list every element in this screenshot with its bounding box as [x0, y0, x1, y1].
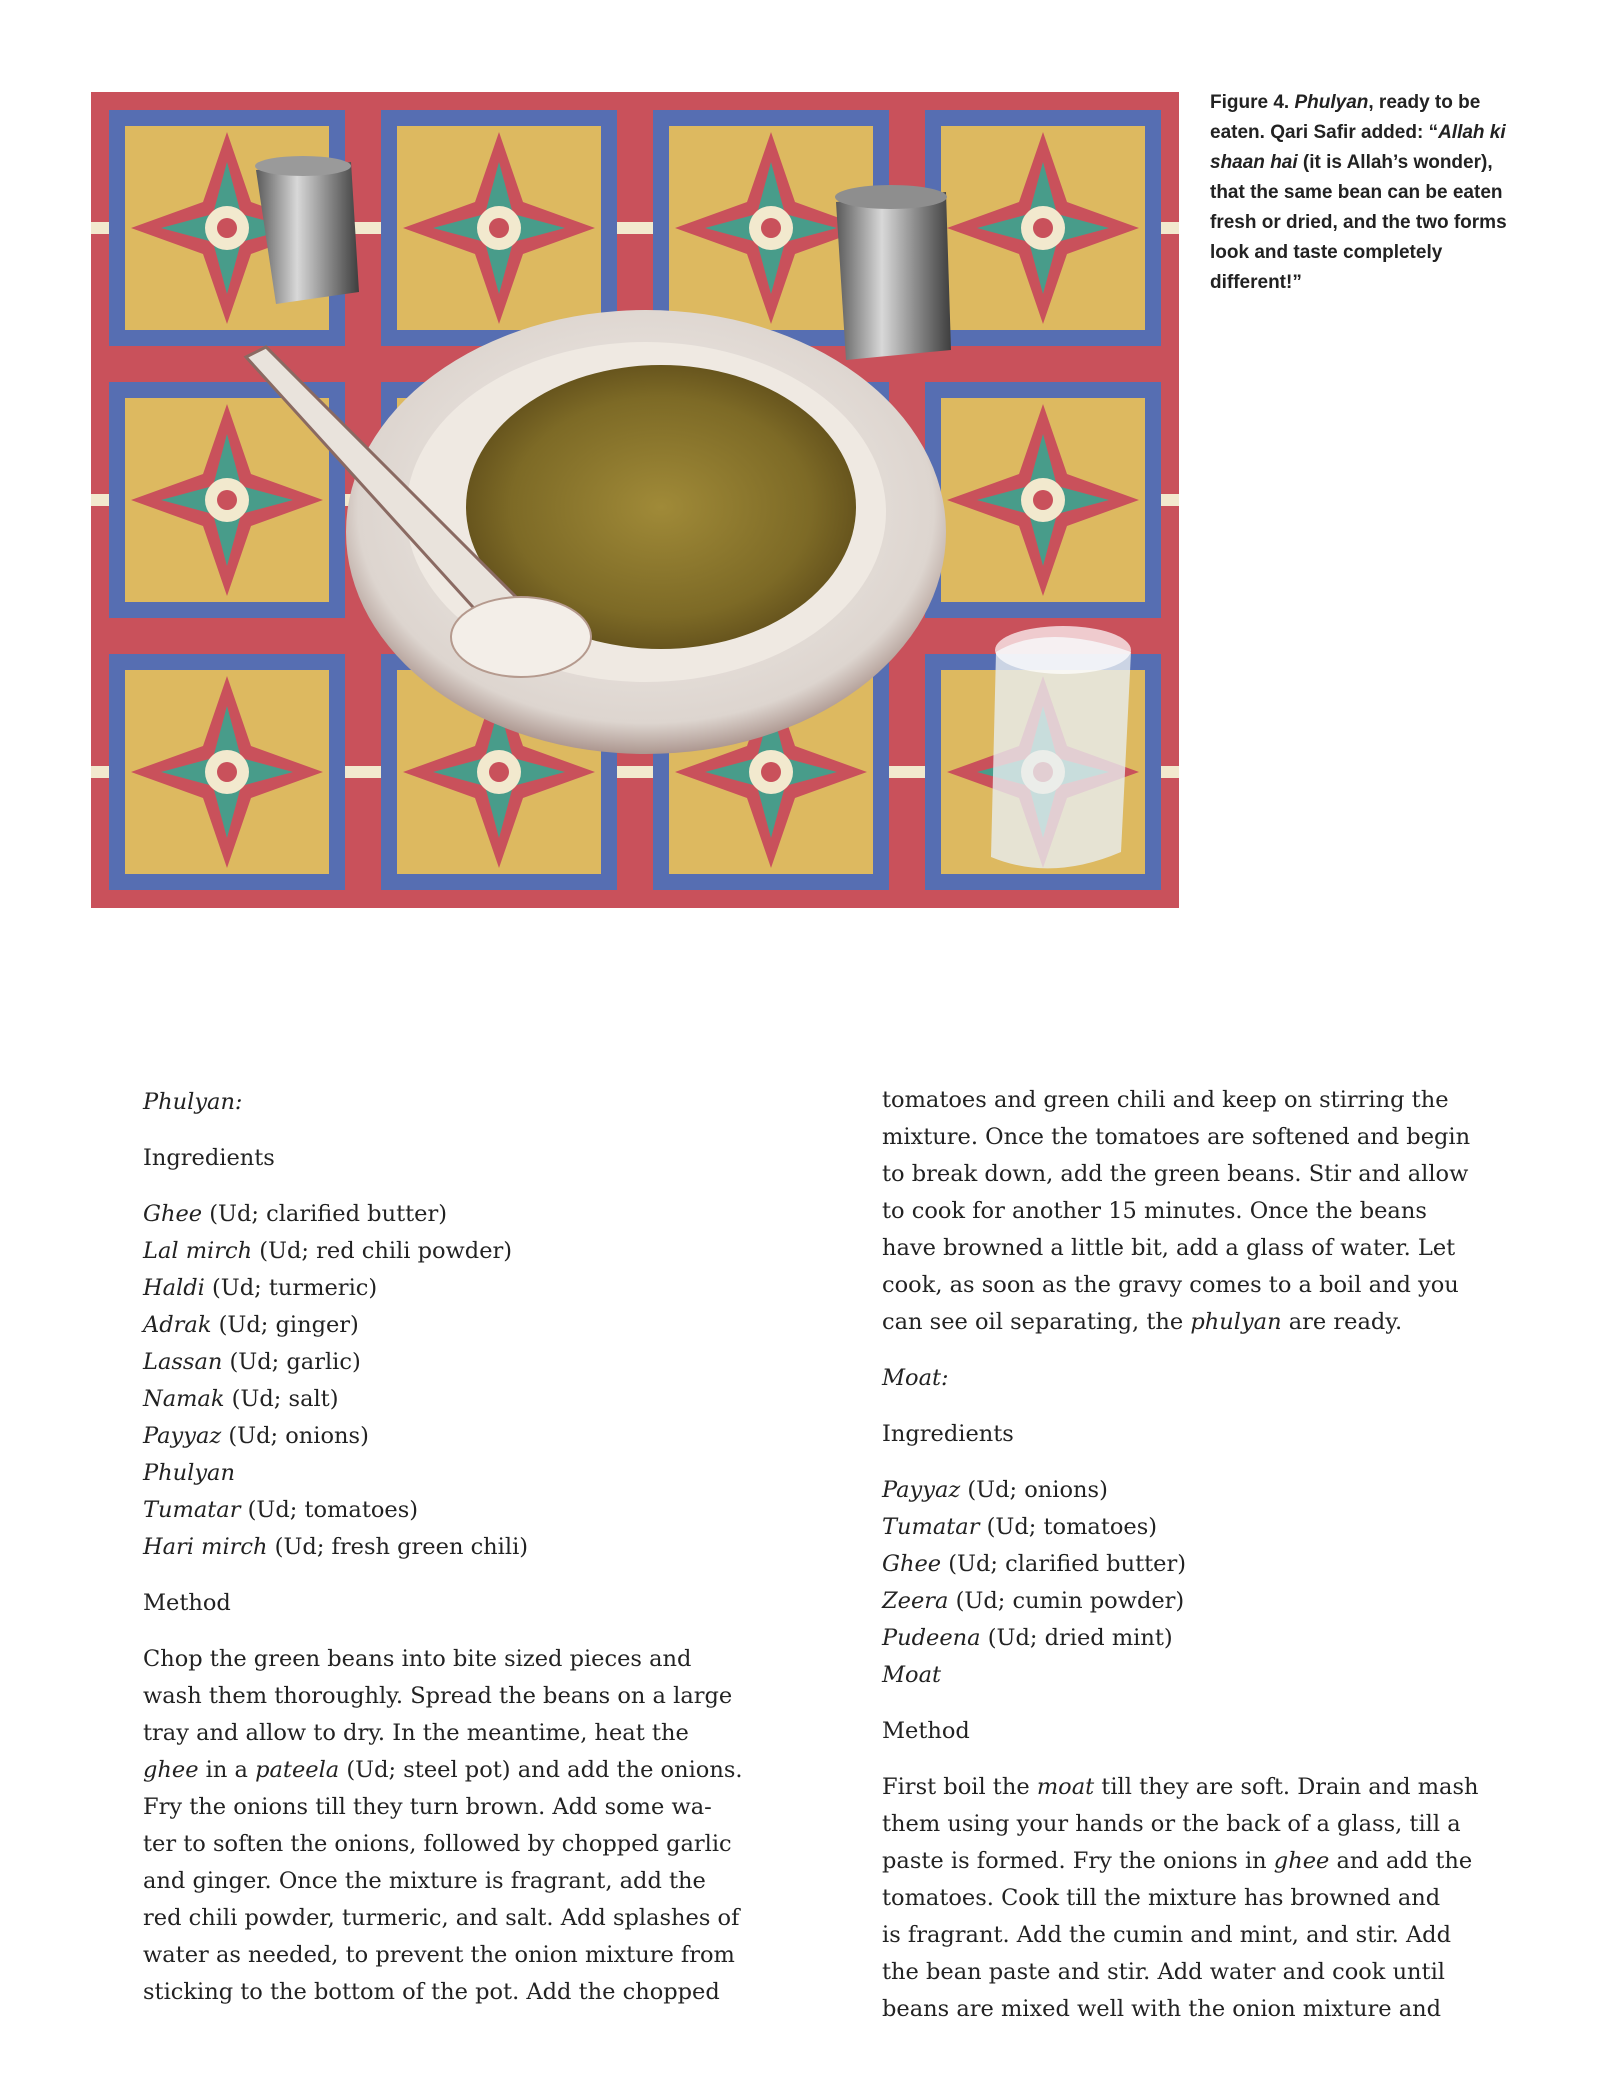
ingredient-line: Lassan (Ud; garlic) — [143, 1349, 361, 1375]
method-line: tomatoes and green chili and keep on stirring the — [882, 1087, 1449, 1113]
method-line: is fragrant. Add the cumin and mint, and stir. Add — [882, 1922, 1451, 1948]
method-line: to cook for another 15 minutes. Once the beans — [882, 1198, 1427, 1224]
method-line: them using your hands or the back of a glass, till a — [882, 1811, 1461, 1837]
caption-label: Figure 4. — [1210, 92, 1290, 113]
method-line: ter to soften the onions, followed by chopped garlic — [143, 1831, 732, 1857]
ingredient-line: Pudeena (Ud; dried mint) — [882, 1625, 1173, 1651]
ingredient-line: Payyaz (Ud; onions) — [882, 1477, 1108, 1503]
method-line: Fry the onions till they turn brown. Add some wa- — [143, 1794, 712, 1820]
moat-title: Moat: — [882, 1365, 949, 1391]
steel-cup-right — [835, 185, 951, 360]
method-line: water as needed, to prevent the onion mixture from — [143, 1942, 735, 1968]
method-line: can see oil separating, the phulyan are ready. — [882, 1309, 1403, 1335]
method-line: cook, as soon as the gravy comes to a boil and you — [882, 1272, 1459, 1298]
phulyan-method-text — [143, 1641, 763, 2011]
ingredient-line: Namak (Ud; salt) — [143, 1386, 339, 1412]
phulyan-ingredients-heading: Ingredients — [143, 1145, 275, 1171]
ingredient-line: Moat — [882, 1662, 942, 1688]
caption-text-2: (it is Allah’s wonder), that the same bean can be eaten fresh or dried, and the two forms look and taste completely different!” — [1210, 152, 1507, 293]
method-line: have browned a little bit, add a glass of water. Let — [882, 1235, 1456, 1261]
figure-photo — [91, 92, 1179, 908]
ingredient-line: Phulyan — [143, 1460, 235, 1486]
method-line: paste is formed. Fry the onions in ghee and add the — [882, 1848, 1473, 1874]
method-line: the bean paste and stir. Add water and cook until — [882, 1959, 1445, 1985]
ingredient-line: Tumatar (Ud; tomatoes) — [143, 1497, 419, 1523]
left-column — [143, 1084, 763, 2011]
moat-method-text — [882, 1769, 1502, 2028]
ingredient-line: Ghee (Ud; clarified butter) — [882, 1551, 1187, 1577]
phulyan-ingredient-list — [143, 1196, 763, 1566]
phulyan-method-heading: Method — [143, 1590, 231, 1616]
method-line: ghee in a pateela (Ud; steel pot) and add the onions. — [143, 1757, 743, 1783]
method-line: wash them thoroughly. Spread the beans on a large — [143, 1683, 733, 1709]
method-line: beans are mixed well with the onion mixture and — [882, 1996, 1442, 2022]
moat-ingredient-list — [882, 1472, 1502, 1694]
water-glass — [991, 626, 1131, 868]
caption-term: Phulyan — [1294, 92, 1369, 113]
ingredient-line: Tumatar (Ud; tomatoes) — [882, 1514, 1158, 1540]
ingredient-line: Zeera (Ud; cumin powder) — [882, 1588, 1185, 1614]
ingredient-line: Lal mirch (Ud; red chili powder) — [143, 1238, 513, 1264]
ingredient-line: Adrak (Ud; ginger) — [143, 1312, 359, 1338]
ingredient-line: Haldi (Ud; turmeric) — [143, 1275, 378, 1301]
method-line: sticking to the bottom of the pot. Add the chopped — [143, 1979, 720, 2005]
caption-text-1: , ready to be eaten. Qari Safir added: “ — [1210, 92, 1481, 143]
ingredient-line: Ghee (Ud; clarified butter) — [143, 1201, 448, 1227]
moat-method-heading: Method — [882, 1718, 970, 1744]
method-line: tray and allow to dry. In the meantime, heat the — [143, 1720, 689, 1746]
method-line: mixture. Once the tomatoes are softened and begin — [882, 1124, 1471, 1150]
right-column — [882, 1082, 1502, 2028]
ingredient-line: Hari mirch (Ud; fresh green chili) — [143, 1534, 529, 1560]
caption-quote-term: Allah ki shaan hai — [1210, 122, 1506, 173]
method-line: red chili powder, turmeric, and salt. Add splashes of — [143, 1905, 740, 1931]
method-line: tomatoes. Cook till the mixture has browned and — [882, 1885, 1441, 1911]
phulyan-title: Phulyan: — [143, 1089, 243, 1115]
method-line: and ginger. Once the mixture is fragrant, add the — [143, 1868, 706, 1894]
method-line: First boil the moat till they are soft. Drain and mash — [882, 1774, 1479, 1800]
phulyan-method-continued — [882, 1082, 1502, 1341]
figure-caption — [1210, 88, 1520, 298]
moat-ingredients-heading: Ingredients — [882, 1421, 1014, 1447]
ingredient-line: Payyaz (Ud; onions) — [143, 1423, 369, 1449]
method-line: Chop the green beans into bite sized pieces and — [143, 1646, 692, 1672]
method-line: to break down, add the green beans. Stir and allow — [882, 1161, 1469, 1187]
